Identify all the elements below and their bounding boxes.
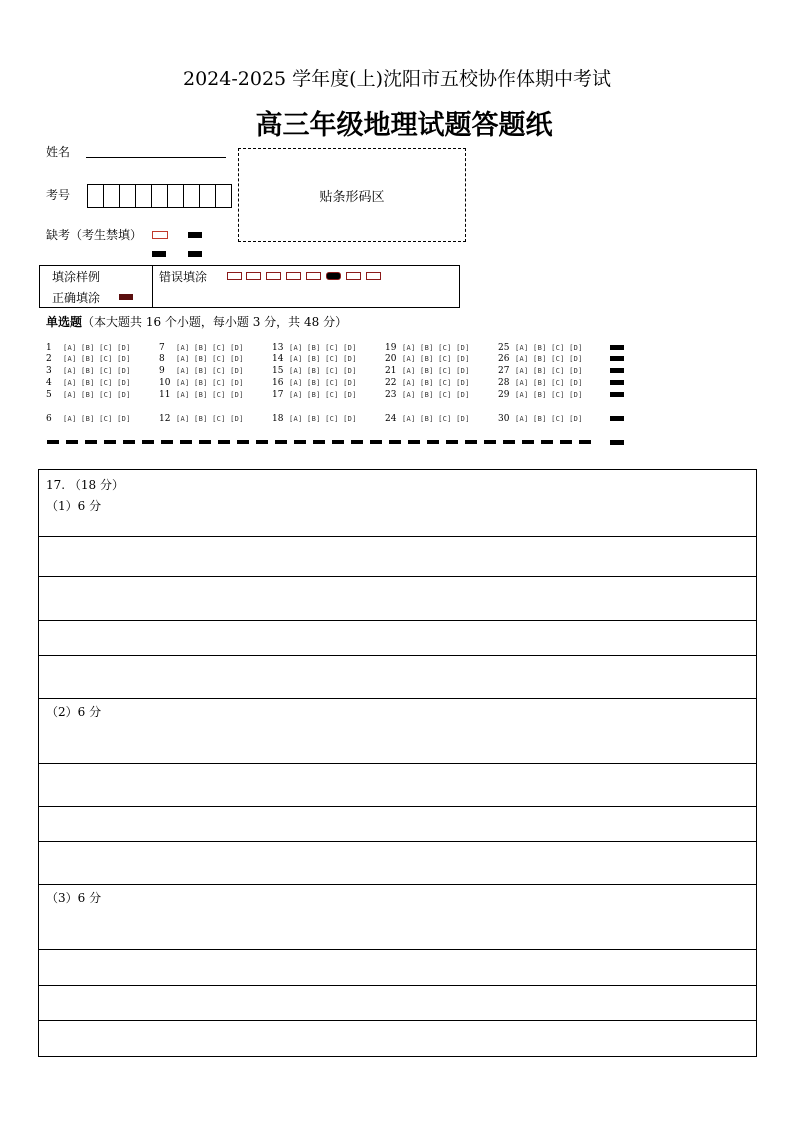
q17-answer-area[interactable] bbox=[38, 469, 757, 1057]
mc-options-q22[interactable]: [A] [B] [C] [D] bbox=[402, 379, 470, 387]
absent-label: 缺考（考生禁填） bbox=[46, 228, 143, 242]
mc-options-q9[interactable]: [A] [B] [C] [D] bbox=[176, 367, 244, 375]
mc-question-number: 6 bbox=[46, 414, 52, 424]
timing-dash bbox=[446, 440, 458, 444]
timing-mark bbox=[188, 232, 202, 238]
q17-part3-label: （3）6 分 bbox=[46, 891, 102, 905]
timing-mark bbox=[610, 416, 624, 421]
mc-options-q5[interactable]: [A] [B] [C] [D] bbox=[63, 391, 131, 399]
name-label: 姓名 bbox=[46, 145, 71, 159]
mc-options-q1[interactable]: [A] [B] [C] [D] bbox=[63, 344, 131, 352]
timing-dash bbox=[218, 440, 230, 444]
timing-dash bbox=[313, 440, 325, 444]
barcode-label: 贴条形码区 bbox=[319, 189, 385, 205]
mc-options-q17[interactable]: [A] [B] [C] [D] bbox=[289, 391, 357, 399]
timing-mark bbox=[610, 380, 624, 385]
wrong-fill-check-icon bbox=[227, 272, 242, 280]
timing-dash bbox=[370, 440, 382, 444]
timing-dash bbox=[85, 440, 97, 444]
mc-section-title: 单选题 bbox=[46, 315, 83, 329]
mc-question-number: 21 bbox=[385, 366, 397, 376]
mc-options-q16[interactable]: [A] [B] [C] [D] bbox=[289, 379, 357, 387]
answer-line bbox=[39, 1020, 756, 1021]
q17-part1-label: （1）6 分 bbox=[46, 499, 102, 513]
sample-label: 填涂样例 bbox=[52, 270, 101, 284]
correct-fill-sample bbox=[119, 294, 133, 300]
mc-question-number: 24 bbox=[385, 414, 397, 424]
mc-options-q29[interactable]: [A] [B] [C] [D] bbox=[515, 391, 583, 399]
mc-options-q2[interactable]: [A] [B] [C] [D] bbox=[63, 355, 131, 363]
timing-dash bbox=[408, 440, 420, 444]
wrong-fill-dot-icon bbox=[306, 272, 321, 280]
id-label: 考号 bbox=[46, 188, 71, 202]
mc-options-q7[interactable]: [A] [B] [C] [D] bbox=[176, 344, 244, 352]
mc-options-q14[interactable]: [A] [B] [C] [D] bbox=[289, 355, 357, 363]
mc-question-number: 23 bbox=[385, 390, 397, 400]
exam-title: 2024-2025 学年度(上)沈阳市五校协作体期中考试 bbox=[183, 68, 611, 90]
q17-part2-label: （2）6 分 bbox=[46, 705, 102, 719]
answer-line bbox=[39, 655, 756, 656]
wrong-fill-backslash-icon bbox=[266, 272, 281, 280]
mc-options-q12[interactable]: [A] [B] [C] [D] bbox=[176, 415, 244, 423]
mc-question-number: 10 bbox=[159, 378, 171, 388]
timing-dash bbox=[256, 440, 268, 444]
barcode-area bbox=[238, 148, 466, 242]
timing-dash bbox=[47, 440, 59, 444]
timing-dash bbox=[427, 440, 439, 444]
mc-question-number: 14 bbox=[272, 354, 284, 364]
paper-title: 高三年级地理试题答题纸 bbox=[255, 110, 553, 141]
mc-question-number: 20 bbox=[385, 354, 397, 364]
mc-question-number: 12 bbox=[159, 414, 171, 424]
mc-question-number: 7 bbox=[159, 343, 165, 353]
timing-dash bbox=[199, 440, 211, 444]
mc-question-number: 4 bbox=[46, 378, 52, 388]
mc-options-q27[interactable]: [A] [B] [C] [D] bbox=[515, 367, 583, 375]
mc-question-number: 18 bbox=[272, 414, 284, 424]
wrong-label: 错误填涂 bbox=[159, 270, 208, 284]
wrong-fill-oval-icon bbox=[326, 272, 341, 280]
timing-mark bbox=[610, 392, 624, 397]
timing-dash bbox=[465, 440, 477, 444]
mc-question-number: 25 bbox=[498, 343, 510, 353]
timing-dash bbox=[123, 440, 135, 444]
mc-question-number: 16 bbox=[272, 378, 284, 388]
timing-dash bbox=[503, 440, 515, 444]
mc-options-q18[interactable]: [A] [B] [C] [D] bbox=[289, 415, 357, 423]
timing-dash bbox=[560, 440, 572, 444]
timing-dash bbox=[579, 440, 591, 444]
timing-dash bbox=[180, 440, 192, 444]
mc-options-q13[interactable]: [A] [B] [C] [D] bbox=[289, 344, 357, 352]
mc-question-number: 26 bbox=[498, 354, 510, 364]
answer-line bbox=[39, 763, 756, 764]
correct-label: 正确填涂 bbox=[52, 291, 101, 305]
mc-options-q25[interactable]: [A] [B] [C] [D] bbox=[515, 344, 583, 352]
timing-mark bbox=[152, 251, 166, 257]
answer-line bbox=[39, 949, 756, 950]
timing-dash bbox=[104, 440, 116, 444]
mc-options-q8[interactable]: [A] [B] [C] [D] bbox=[176, 355, 244, 363]
timing-mark bbox=[610, 345, 624, 350]
mc-options-q20[interactable]: [A] [B] [C] [D] bbox=[402, 355, 470, 363]
timing-dash bbox=[522, 440, 534, 444]
mc-options-q30[interactable]: [A] [B] [C] [D] bbox=[515, 415, 583, 423]
answer-line bbox=[39, 841, 756, 842]
mc-question-number: 13 bbox=[272, 343, 284, 353]
mc-question-number: 19 bbox=[385, 343, 397, 353]
answer-line bbox=[39, 576, 756, 577]
mc-question-number: 3 bbox=[46, 366, 52, 376]
mc-options-q28[interactable]: [A] [B] [C] [D] bbox=[515, 379, 583, 387]
mc-question-number: 8 bbox=[159, 354, 165, 364]
mc-question-number: 17 bbox=[272, 390, 284, 400]
answer-line bbox=[39, 536, 756, 537]
mc-question-number: 15 bbox=[272, 366, 284, 376]
mc-question-number: 9 bbox=[159, 366, 165, 376]
timing-dash bbox=[275, 440, 287, 444]
answer-line bbox=[39, 620, 756, 621]
mc-options-q10[interactable]: [A] [B] [C] [D] bbox=[176, 379, 244, 387]
mc-section-header bbox=[46, 313, 347, 330]
wrong-fill-circle-icon bbox=[346, 272, 361, 280]
mc-options-q21[interactable]: [A] [B] [C] [D] bbox=[402, 367, 470, 375]
mc-options-q19[interactable]: [A] [B] [C] [D] bbox=[402, 344, 470, 352]
wrong-fill-line-icon bbox=[286, 272, 301, 280]
absent-checkbox[interactable] bbox=[152, 231, 168, 239]
timing-dash bbox=[332, 440, 344, 444]
timing-dash bbox=[161, 440, 173, 444]
mc-question-number: 27 bbox=[498, 366, 510, 376]
timing-dash bbox=[541, 440, 553, 444]
wrong-fill-partial-icon bbox=[366, 272, 381, 280]
mc-options-q11[interactable]: [A] [B] [C] [D] bbox=[176, 391, 244, 399]
mc-question-number: 29 bbox=[498, 390, 510, 400]
q17-title: 17. （18 分） bbox=[46, 478, 124, 492]
mc-question-number: 5 bbox=[46, 390, 52, 400]
timing-mark bbox=[610, 440, 624, 445]
mc-options-q26[interactable]: [A] [B] [C] [D] bbox=[515, 355, 583, 363]
mc-section-note: （本大题共 16 个小题，每小题 3 分，共 48 分） bbox=[82, 315, 348, 329]
answer-line bbox=[39, 985, 756, 986]
mc-question-number: 2 bbox=[46, 354, 52, 364]
wrong-fill-slash-icon bbox=[246, 272, 261, 280]
timing-dash bbox=[389, 440, 401, 444]
mc-question-number: 30 bbox=[498, 414, 510, 424]
id-number-boxes[interactable] bbox=[87, 184, 231, 208]
timing-dash bbox=[484, 440, 496, 444]
mc-question-number: 22 bbox=[385, 378, 397, 388]
timing-mark bbox=[610, 368, 624, 373]
answer-line bbox=[39, 806, 756, 807]
timing-dash bbox=[142, 440, 154, 444]
timing-dash bbox=[351, 440, 363, 444]
mc-options-q15[interactable]: [A] [B] [C] [D] bbox=[289, 367, 357, 375]
timing-mark bbox=[610, 356, 624, 361]
mc-question-number: 1 bbox=[46, 343, 52, 353]
mc-options-q6[interactable]: [A] [B] [C] [D] bbox=[63, 415, 131, 423]
timing-dash bbox=[66, 440, 78, 444]
name-field[interactable] bbox=[86, 156, 226, 158]
answer-line bbox=[39, 884, 756, 885]
mc-question-number: 28 bbox=[498, 378, 510, 388]
mc-options-q24[interactable]: [A] [B] [C] [D] bbox=[402, 415, 470, 423]
answer-line bbox=[39, 698, 756, 699]
timing-dash bbox=[237, 440, 249, 444]
timing-dash bbox=[294, 440, 306, 444]
mc-options-q23[interactable]: [A] [B] [C] [D] bbox=[402, 391, 470, 399]
mc-options-q4[interactable]: [A] [B] [C] [D] bbox=[63, 379, 131, 387]
mc-options-q3[interactable]: [A] [B] [C] [D] bbox=[63, 367, 131, 375]
mc-question-number: 11 bbox=[159, 390, 171, 400]
timing-mark bbox=[188, 251, 202, 257]
